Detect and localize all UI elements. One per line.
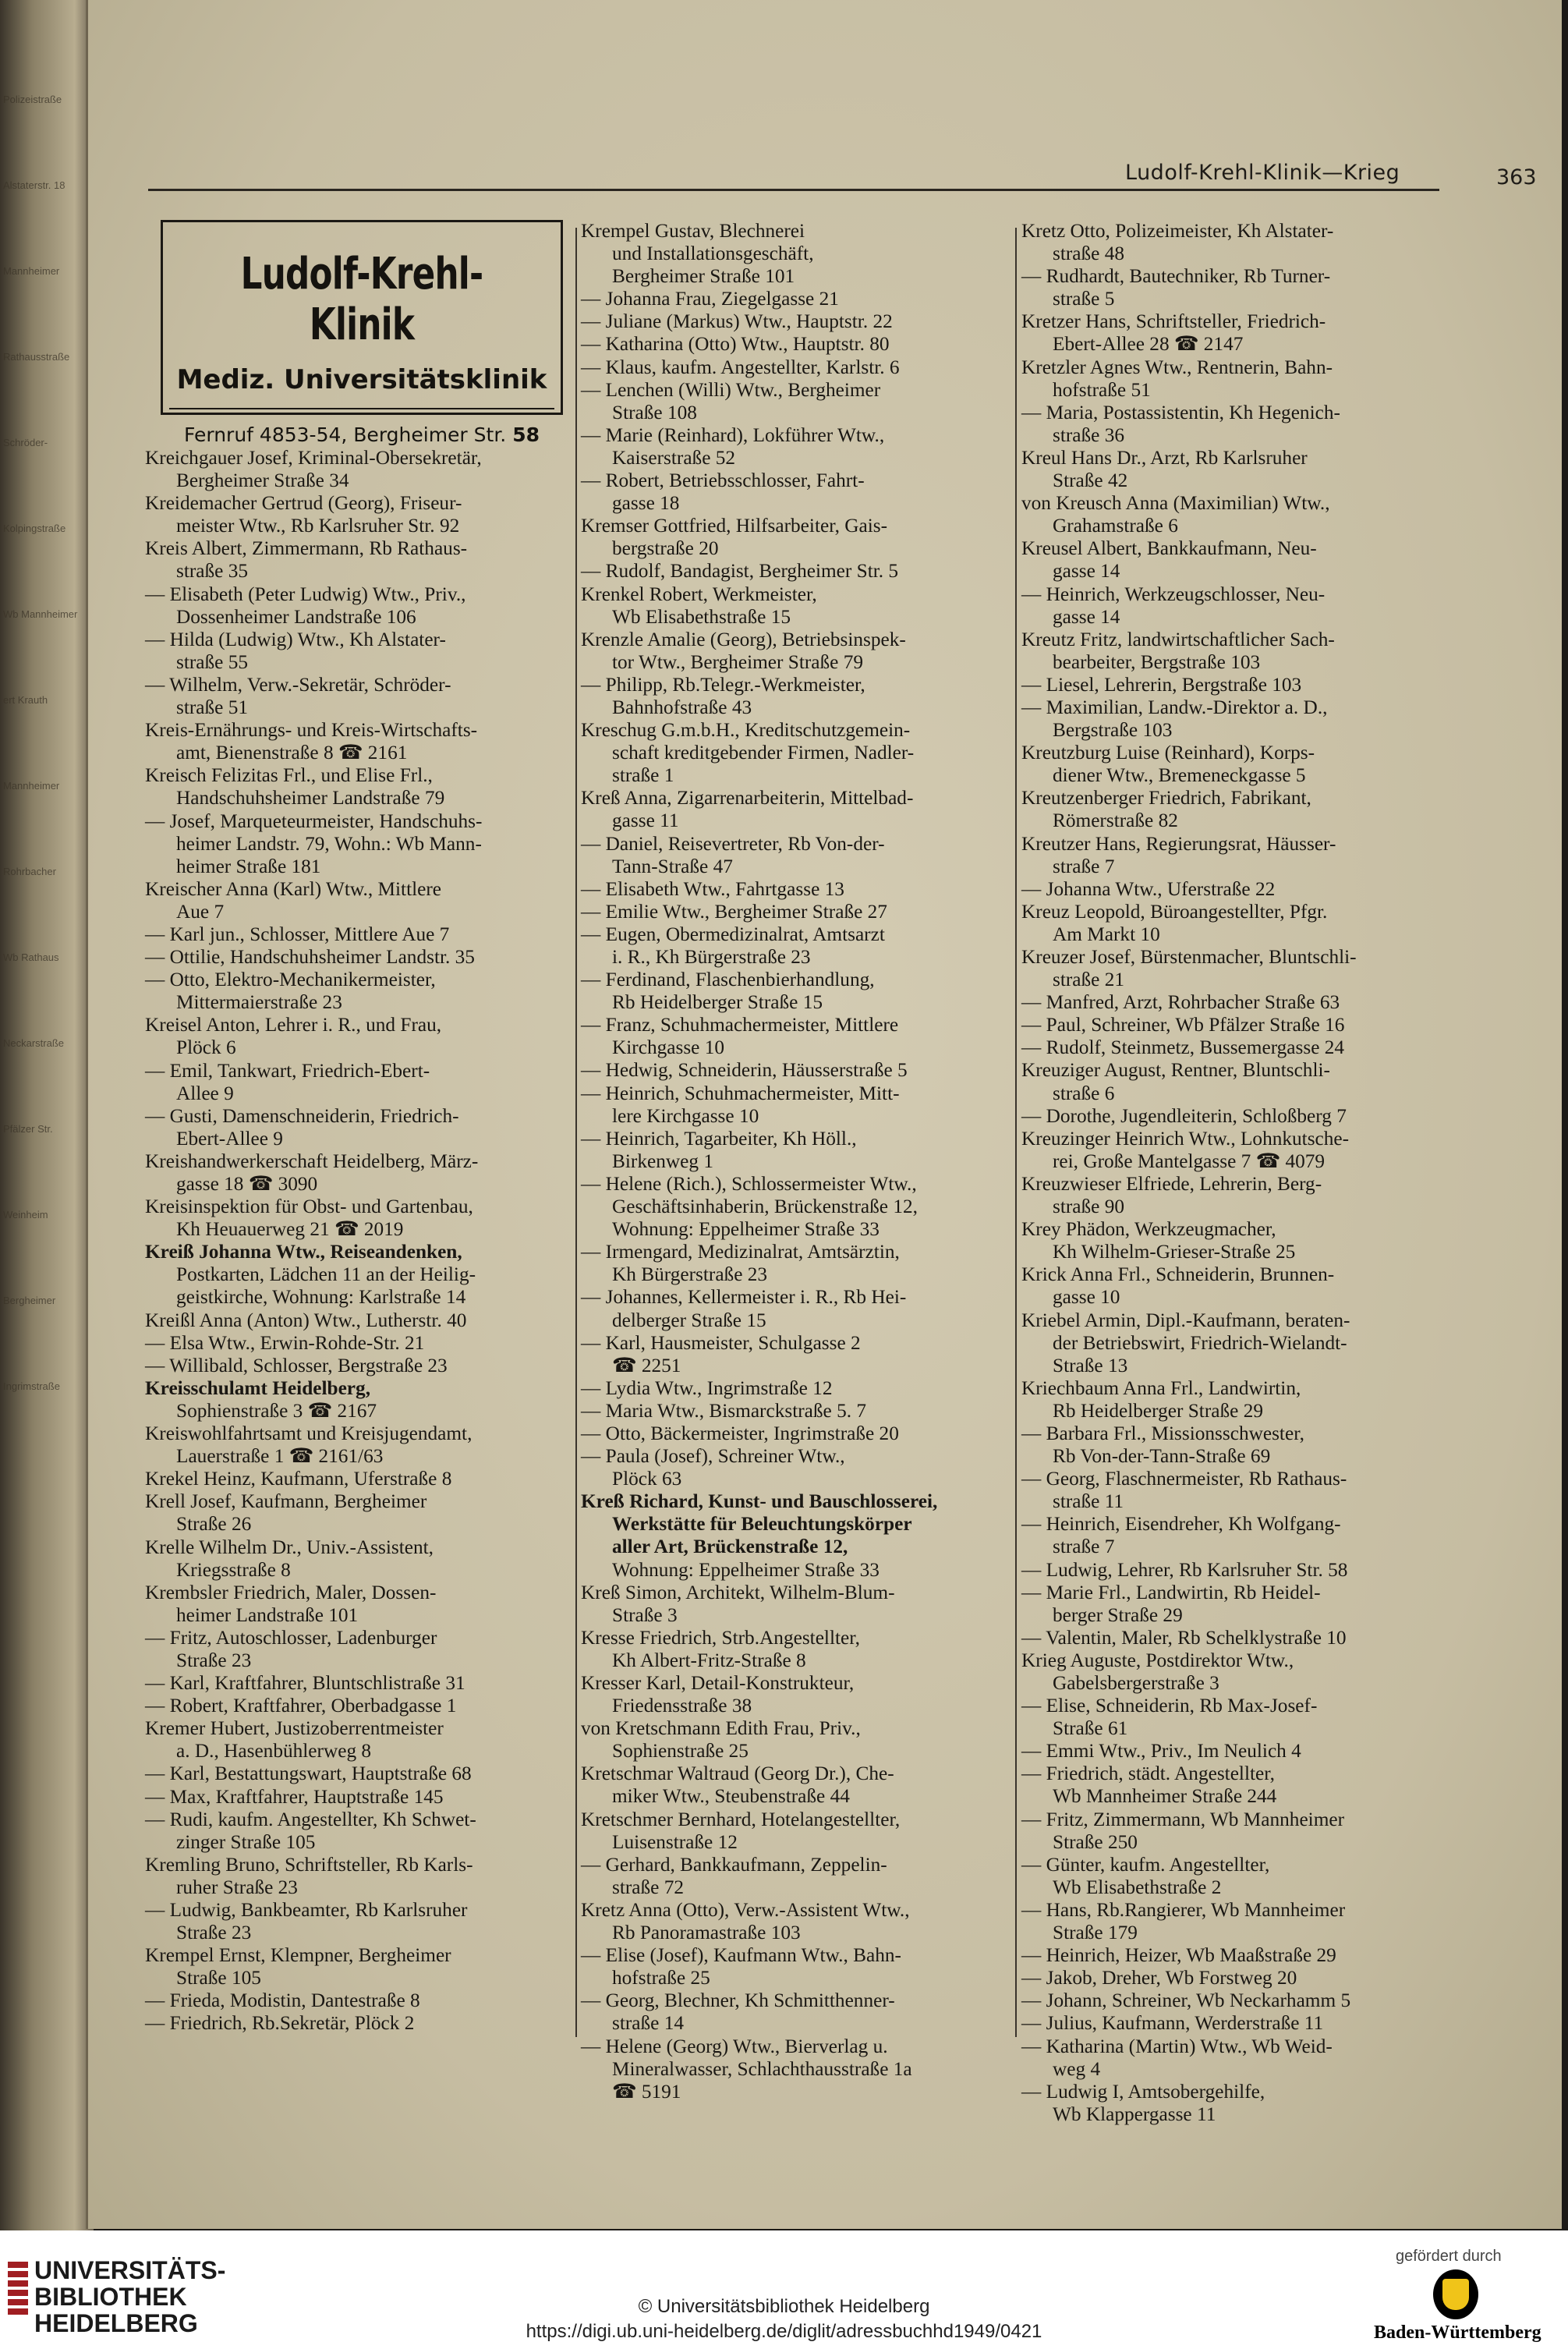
directory-entry-line: — Maria, Postassistentin, Kh Hegenich- — [1021, 401, 1340, 423]
directory-entry-line: Kreutzenberger Friedrich, Fabrikant, — [1021, 787, 1311, 810]
directory-entry-line: — Heinrich, Werkzeugschlosser, Neu- — [1021, 583, 1326, 605]
directory-entry-line: Kretzer Hans, Schriftsteller, Friedrich- — [1021, 310, 1326, 333]
directory-entry-line: — Otto, Elektro-Mechanikermeister, — [145, 969, 436, 991]
directory-entry-line: — Liesel, Lehrerin, Bergstraße 103 — [1021, 673, 1302, 696]
directory-entry-line: Kretz Anna (Otto), Verw.-Assistent Wtw., — [581, 1898, 910, 1921]
directory-entry-line: — Josef, Marqueteurmeister, Handschuhs- — [145, 810, 483, 832]
directory-entry-line: Straße 23 — [176, 1922, 252, 1944]
permalink-url[interactable]: https://digi.ub.uni-heidelberg.de/diglit/adressbuchhd1949/0421 — [526, 2321, 1042, 2342]
directory-entry-line: Kreuzwieser Elfriede, Lehrerin, Berg- — [1021, 1172, 1322, 1195]
directory-entry-line: Wb Mannheimer Straße 244 — [1053, 1785, 1277, 1808]
directory-entry-line: straße 35 — [176, 560, 249, 583]
directory-entry-line: — Emil, Tankwart, Friedrich-Ebert- — [145, 1059, 430, 1082]
directory-entry-line: — Juliane (Markus) Wtw., Hauptstr. 22 — [581, 310, 893, 333]
directory-entry-line: meister Wtw., Rb Karlsruher Str. 92 — [176, 515, 460, 537]
directory-entry-line: Geschäftsinhaberin, Brückenstraße 12, — [612, 1196, 918, 1218]
directory-entry-line: straße 14 — [612, 2012, 685, 2035]
directory-entry-line: Straße 23 — [176, 1649, 252, 1671]
facing-page-fragment: Alstaterstr. 18 — [3, 179, 65, 191]
directory-entry-line: Bergheimer Straße 101 — [612, 265, 795, 288]
directory-entry-line: — Robert, Betriebsschlosser, Fahrt- — [581, 469, 865, 492]
directory-entry-line: Rb Panoramastraße 103 — [612, 1922, 801, 1944]
directory-entry-line: — Rudolf, Bandagist, Bergheimer Str. 5 — [581, 560, 899, 583]
directory-entry-line: Kretz Otto, Polizeimeister, Kh Alstater- — [1021, 220, 1334, 242]
facing-page-fragment: Pfälzer Str. — [3, 1123, 53, 1135]
directory-entry-line: — Wilhelm, Verw.-Sekretär, Schröder- — [145, 673, 451, 696]
directory-entry-line: — Eugen, Obermedizinalrat, Amtsarzt — [581, 923, 885, 945]
directory-entry-line: Kh Albert-Fritz-Straße 8 — [612, 1649, 806, 1671]
ad-contact — [163, 423, 561, 446]
directory-entry-line: Kresse Friedrich, Strb.Angestellter, — [581, 1626, 860, 1649]
directory-entry-line: — Gerhard, Bankkaufmann, Zeppelin- — [581, 1853, 887, 1876]
entry-column-1 — [145, 447, 570, 2035]
facing-page-fragment: Kolpingstraße — [3, 523, 66, 534]
directory-entry-line: — Heinrich, Tagarbeiter, Kh Höll., — [581, 1127, 857, 1150]
directory-entry-line: rei, Große Mantelgasse 7 ☎ 4079 — [1053, 1150, 1326, 1172]
directory-entry-line: Postkarten, Lädchen 11 an der Heilig- — [176, 1263, 476, 1286]
directory-entry-line: Kreul Hans Dr., Arzt, Rb Karlsruher — [1021, 446, 1308, 469]
directory-entry-line: — Elise (Josef), Kaufmann Wtw., Bahn- — [581, 1944, 901, 1967]
directory-entry-line: Kreis Albert, Zimmermann, Rb Rathaus- — [145, 537, 468, 560]
directory-entry-line: — Robert, Kraftfahrer, Oberbadgasse 1 — [145, 1695, 457, 1717]
facing-page-fragment: Bergheimer — [3, 1295, 56, 1306]
directory-entry-line: und Installationsgeschäft, — [612, 243, 814, 265]
directory-entry-line: weg 4 — [1053, 2057, 1101, 2080]
directory-entry-line: — Karl, Hausmeister, Schulgasse 2 — [581, 1331, 861, 1354]
directory-entry-line: amt, Bienenstraße 8 ☎ 2161 — [176, 742, 408, 764]
directory-entry-line: Kremer Hubert, Justizoberrentmeister — [145, 1717, 444, 1740]
directory-entry-line: Krenkel Robert, Werkmeister, — [581, 583, 817, 605]
library-name-line1: UNIVERSITÄTS- — [34, 2256, 226, 2284]
directory-entry-line: Wb Elisabethstraße 2 — [1053, 1876, 1222, 1898]
directory-entry-line: Kreuzinger Heinrich Wtw., Lohnkutsche- — [1021, 1127, 1350, 1150]
directory-entry-line: Krembsler Friedrich, Maler, Dossen- — [145, 1581, 437, 1603]
facing-page-fragment: Polizeistraße — [3, 94, 62, 105]
directory-entry-line: ☎ 5191 — [612, 2080, 681, 2103]
directory-entry-line: Kriechbaum Anna Frl., Landwirtin, — [1021, 1376, 1301, 1399]
facing-page-fragment: Rohrbacher — [3, 866, 56, 877]
directory-entry-line: Kreiß Johanna Wtw., Reiseandenken, — [145, 1241, 462, 1263]
directory-entry-line: Kreutz Fritz, landwirtschaftlicher Sach- — [1021, 628, 1335, 650]
directory-entry-line: Kreisel Anton, Lehrer i. R., und Frau, — [145, 1014, 442, 1036]
directory-entry-line: — Friedrich, Rb.Sekretär, Plöck 2 — [145, 2012, 415, 2035]
directory-entry-line: — Helene (Georg) Wtw., Bierverlag u. — [581, 2035, 888, 2057]
facing-page-fragment: Mannheimer — [3, 780, 60, 792]
directory-entry-line: Krey Phädon, Werkzeugmacher, — [1021, 1218, 1276, 1241]
directory-entry-line: Straße 13 — [1053, 1354, 1128, 1376]
directory-entry-line: Plöck 63 — [612, 1468, 682, 1490]
directory-entry-line: Kremser Gottfried, Hilfsarbeiter, Gais- — [581, 515, 888, 537]
directory-entry-line: Birkenweg 1 — [612, 1150, 713, 1172]
directory-entry-line: — Marie Frl., Landwirtin, Rb Heidel- — [1021, 1581, 1321, 1603]
directory-entry-line: Grahamstraße 6 — [1053, 515, 1178, 537]
directory-entry-line: Straße 26 — [176, 1513, 252, 1536]
directory-entry-line: diener Wtw., Bremeneckgasse 5 — [1053, 764, 1306, 787]
directory-entry-line: — Hilda (Ludwig) Wtw., Kh Alstater- — [145, 628, 446, 650]
directory-entry-line: Kh Bürgerstraße 23 — [612, 1263, 768, 1286]
directory-entry-line: Handschuhsheimer Landstraße 79 — [176, 787, 445, 810]
directory-entry-line: Allee 9 — [176, 1082, 234, 1104]
facing-page-fragment: Wb Mannheimer — [3, 608, 78, 620]
directory-entry-line: a. D., Hasenbühlerweg 8 — [176, 1740, 372, 1763]
ad-subtitle: Mediz. Universitätsklinik — [176, 364, 547, 395]
directory-entry-line: Krelle Wilhelm Dr., Univ.-Assistent, — [145, 1536, 434, 1558]
directory-entry-line: Wohnung: Eppelheimer Straße 33 — [612, 1218, 880, 1241]
directory-entry-line: Ebert-Allee 28 ☎ 2147 — [1053, 333, 1244, 356]
directory-entry-line: miker Wtw., Steubenstraße 44 — [612, 1785, 850, 1808]
directory-entry-line: straße 51 — [176, 696, 249, 719]
directory-entry-line: Rb Heidelberger Straße 29 — [1053, 1399, 1263, 1422]
directory-entry-line: — Ferdinand, Flaschenbierhandlung, — [581, 969, 875, 991]
directory-entry-line: — Emilie Wtw., Bergheimer Straße 27 — [581, 900, 887, 923]
directory-entry-line: Wb Klappergasse 11 — [1053, 2103, 1216, 2125]
directory-entry-line: Kh Wilhelm-Grieser-Straße 25 — [1053, 1241, 1296, 1263]
directory-entry-line: — Ludwig I, Amtsobergehilfe, — [1021, 2080, 1265, 2103]
directory-entry-line: lere Kirchgasse 10 — [612, 1104, 759, 1127]
directory-entry-line: straße 90 — [1053, 1196, 1125, 1218]
directory-entry-line: — Jakob, Dreher, Wb Forstweg 20 — [1021, 1967, 1297, 1989]
directory-entry-line: straße 5 — [1053, 288, 1115, 310]
directory-entry-line: Sophienstraße 3 ☎ 2167 — [176, 1399, 377, 1422]
directory-entry-line: — Hedwig, Schneiderin, Häusserstraße 5 — [581, 1059, 908, 1082]
directory-entry-line: Lauerstraße 1 ☎ 2161/63 — [176, 1445, 384, 1468]
directory-entry-line: Bergheimer Straße 34 — [176, 469, 349, 492]
directory-entry-line: Kreß Anna, Zigarrenarbeiterin, Mittelbad- — [581, 787, 914, 810]
directory-entry-line: Straße 250 — [1053, 1830, 1138, 1853]
facing-page-fragment: Neckarstraße — [3, 1037, 65, 1049]
directory-entry-line: Plöck 6 — [176, 1036, 236, 1059]
directory-entry-line: Werkstätte für Beleuchtungskörper — [612, 1513, 912, 1536]
directory-entry-line: Kreutzer Hans, Regierungsrat, Häusser- — [1021, 832, 1336, 855]
directory-entry-line: — Heinrich, Heizer, Wb Maaßstraße 29 — [1021, 1944, 1336, 1967]
directory-entry-line: i. R., Kh Bürgerstraße 23 — [612, 946, 811, 968]
directory-entry-line: Aue 7 — [176, 900, 225, 923]
directory-entry-line: Friedensstraße 38 — [612, 1695, 752, 1717]
directory-entry-line: — Katharina (Martin) Wtw., Wb Weid- — [1021, 2035, 1333, 2057]
facing-page-fragment: Mannheimer — [3, 265, 60, 277]
directory-entry-line: Kreß Richard, Kunst- und Bauschlosserei, — [581, 1490, 938, 1513]
directory-entry-line: — Otto, Bäckermeister, Ingrimstraße 20 — [581, 1422, 899, 1444]
directory-entry-line: — Karl, Kraftfahrer, Bluntschlistraße 31 — [145, 1672, 465, 1695]
directory-entry-line: Straße 179 — [1053, 1922, 1138, 1944]
library-name-line3: HEIDELBERG — [34, 2309, 198, 2337]
directory-entry-line: gasse 14 — [1053, 560, 1120, 583]
directory-entry-line: — Rudolf, Steinmetz, Bussemergasse 24 — [1021, 1036, 1345, 1059]
directory-entry-line: Krempel Gustav, Blechnerei — [581, 220, 805, 242]
directory-entry-line: heimer Straße 181 — [176, 855, 321, 877]
column-rule-1 — [575, 228, 577, 2037]
directory-entry-line: Gabelsbergerstraße 3 — [1053, 1672, 1219, 1694]
directory-entry-line: — Günter, kaufm. Angestellter, — [1021, 1853, 1270, 1876]
directory-entry-line: — Georg, Flaschnermeister, Rb Rathaus- — [1021, 1468, 1347, 1490]
directory-entry-line: von Kretschmann Edith Frau, Priv., — [581, 1717, 861, 1740]
directory-entry-line: Krieg Auguste, Postdirektor Wtw., — [1021, 1649, 1294, 1671]
directory-entry-line: — Maria Wtw., Bismarckstraße 5. 7 — [581, 1399, 867, 1422]
directory-entry-line: Kreutzburg Luise (Reinhard), Korps- — [1021, 742, 1315, 764]
directory-entry-line: — Johanna Wtw., Uferstraße 22 — [1021, 877, 1276, 900]
directory-entry-line: Römerstraße 82 — [1053, 810, 1178, 832]
directory-entry-line: — Klaus, kaufm. Angestellter, Karlstr. 6 — [581, 356, 900, 378]
directory-entry-line: — Paula (Josef), Schreiner Wtw., — [581, 1445, 845, 1468]
directory-entry-line: Kreisch Felizitas Frl., und Elise Frl., — [145, 764, 433, 787]
directory-entry-line: — Heinrich, Schuhmachermeister, Mitt- — [581, 1082, 900, 1104]
directory-entry-line: straße 21 — [1053, 969, 1125, 991]
directory-entry-line: — Paul, Schreiner, Wb Pfälzer Straße 16 — [1021, 1014, 1345, 1036]
directory-entry-line: Kreidemacher Gertrud (Georg), Friseur- — [145, 492, 462, 515]
directory-entry-line: Am Markt 10 — [1053, 923, 1160, 945]
directory-entry-line: Bahnhofstraße 43 — [612, 696, 752, 718]
directory-entry-line: ruher Straße 23 — [176, 1876, 298, 1898]
directory-entry-line: — Franz, Schuhmachermeister, Mittlere — [581, 1014, 899, 1036]
directory-entry-line: straße 7 — [1053, 1536, 1115, 1558]
directory-entry-line: Krell Josef, Kaufmann, Bergheimer — [145, 1490, 427, 1513]
directory-entry-line: — Lenchen (Willi) Wtw., Bergheimer — [581, 378, 881, 401]
directory-entry-line: Kreiswohlfahrtsamt und Kreisjugendamt, — [145, 1423, 473, 1445]
directory-entry-line: Kreusel Albert, Bankkaufmann, Neu- — [1021, 537, 1317, 560]
directory-entry-line: Kriebel Armin, Dipl.-Kaufmann, beraten- — [1021, 1309, 1350, 1331]
directory-entry-line: Kirchgasse 10 — [612, 1036, 725, 1059]
column-rule-2 — [1015, 228, 1017, 2037]
directory-entry-line: — Johannes, Kellermeister i. R., Rb Hei- — [581, 1286, 907, 1309]
directory-entry-line: Kaiserstraße 52 — [612, 446, 736, 469]
directory-entry-line: ☎ 2251 — [612, 1354, 681, 1376]
directory-entry-line: Krick Anna Frl., Schneiderin, Brunnen- — [1021, 1263, 1335, 1286]
directory-entry-line: Kreuz Leopold, Büroangestellter, Pfgr. — [1021, 900, 1328, 923]
directory-entry-line: gasse 10 — [1053, 1286, 1120, 1309]
directory-entry-line: — Maximilian, Landw.-Direktor a. D., — [1021, 696, 1328, 718]
directory-entry-line: Bergstraße 103 — [1053, 719, 1173, 742]
ad-title: Ludolf-Krehl-Klinik — [240, 249, 483, 350]
directory-entry-line: Straße 61 — [1053, 1717, 1128, 1740]
directory-entry-line: schaft kreditgebender Firmen, Nadler- — [612, 742, 915, 764]
facing-page-fragment: Ingrimstraße — [3, 1380, 60, 1392]
directory-entry-line: heimer Landstr. 79, Wohn.: Wb Mann- — [176, 832, 482, 855]
directory-entry-line: — Philipp, Rb.Telegr.-Werkmeister, — [581, 673, 865, 696]
directory-entry-line: Kreischer Anna (Karl) Wtw., Mittlere — [145, 877, 442, 900]
directory-entry-line: Kremling Bruno, Schriftsteller, Rb Karls- — [145, 1853, 473, 1876]
directory-entry-line: straße 36 — [1053, 423, 1125, 446]
directory-entry-line: — Elisabeth (Peter Ludwig) Wtw., Priv., — [145, 583, 466, 605]
directory-entry-line: Kreichgauer Josef, Kriminal-Obersekretär, — [145, 447, 482, 469]
facing-page-fragment: Wb Rathaus — [3, 951, 59, 963]
directory-entry-line: — Helene (Rich.), Schlossermeister Wtw., — [581, 1172, 917, 1195]
baden-wuerttemberg-emblem-icon — [1433, 2269, 1478, 2319]
running-header: Ludolf-Krehl-Klinik—Krieg — [1125, 161, 1400, 185]
directory-entry-line: geistkirche, Wohnung: Karlstraße 14 — [176, 1286, 466, 1309]
directory-entry-line: — Dorothe, Jugendleiterin, Schloßberg 7 — [1021, 1104, 1347, 1127]
directory-entry-line: Straße 105 — [176, 1967, 261, 1989]
directory-entry-line: — Valentin, Maler, Rb Schelklystraße 10 — [1021, 1626, 1347, 1649]
copyright-notice: © Universitätsbibliothek Heidelberg — [638, 2296, 930, 2317]
directory-entry-line: heimer Landstraße 101 — [176, 1603, 359, 1626]
directory-entry-line: — Fritz, Zimmermann, Wb Mannheimer — [1021, 1808, 1345, 1830]
page-number: 363 — [1496, 165, 1537, 190]
directory-entry-line: Kresser Karl, Detail-Konstrukteur, — [581, 1672, 855, 1694]
directory-entry-line: — Ottilie, Handschuhsheimer Landstr. 35 — [145, 946, 475, 969]
directory-entry-line: Krempel Ernst, Klempner, Bergheimer — [145, 1944, 451, 1967]
directory-entry-line: — Ludwig, Lehrer, Rb Karlsruher Str. 58 — [1021, 1558, 1348, 1581]
directory-entry-line: — Johanna Frau, Ziegelgasse 21 — [581, 288, 839, 310]
directory-entry-line: Straße 42 — [1053, 469, 1128, 492]
directory-entry-line: Kreis-Ernährungs- und Kreis-Wirtschafts- — [145, 719, 478, 742]
advertisement-box — [161, 220, 563, 446]
directory-entry-line: hofstraße 51 — [1053, 378, 1151, 401]
directory-entry-line: von Kreusch Anna (Maximilian) Wtw., — [1021, 492, 1330, 515]
directory-entry-line: — Katharina (Otto) Wtw., Hauptstr. 80 — [581, 333, 890, 356]
directory-entry-line: — Julius, Kaufmann, Werderstraße 11 — [1021, 2012, 1324, 2035]
directory-entry-line: Kretschmer Bernhard, Hotelangestellter, — [581, 1808, 901, 1830]
directory-entry-line: Kreisschulamt Heidelberg, — [145, 1376, 371, 1399]
directory-entry-line: Krenzle Amalie (Georg), Betriebsinspek- — [581, 628, 906, 650]
funded-by-label: gefördert durch — [1396, 2248, 1502, 2265]
directory-entry-line: — Fritz, Autoschlosser, Ladenburger — [145, 1626, 437, 1649]
directory-entry-line: — Elisabeth Wtw., Fahrtgasse 13 — [581, 877, 844, 900]
directory-entry-line: straße 1 — [612, 764, 674, 787]
directory-entry-line: Kretzler Agnes Wtw., Rentnerin, Bahn- — [1021, 356, 1333, 378]
facing-page-fragment: Rathausstraße — [3, 351, 70, 363]
directory-entry-line: Mittermaierstraße 23 — [176, 991, 342, 1014]
directory-entry-line: Rb Von-der-Tann-Straße 69 — [1053, 1445, 1271, 1468]
directory-entry-line: Luisenstraße 12 — [612, 1830, 738, 1853]
directory-entry-line: Kreisinspektion für Obst- und Gartenbau, — [145, 1196, 473, 1218]
directory-entry-line: Rb Heidelberger Straße 15 — [612, 991, 823, 1014]
directory-entry-line: Mineralwasser, Schlachthausstraße 1a — [612, 2057, 912, 2080]
directory-entry-line: straße 7 — [1053, 855, 1115, 877]
directory-entry-line: — Marie (Reinhard), Lokführer Wtw., — [581, 423, 885, 446]
directory-entry-line: Kretschmar Waltraud (Georg Dr.), Che- — [581, 1763, 894, 1785]
directory-entry-line: gasse 18 ☎ 3090 — [176, 1173, 318, 1195]
directory-entry-line: — Karl, Bestattungswart, Hauptstraße 68 — [145, 1763, 472, 1785]
directory-entry-line: — Max, Kraftfahrer, Hauptstraße 145 — [145, 1785, 444, 1808]
previous-page-edge — [0, 0, 94, 2230]
facing-page-fragment: Schröder- — [3, 437, 48, 448]
directory-entry-line: Wohnung: Eppelheimer Straße 33 — [612, 1558, 880, 1581]
ad-contact-text: Fernruf 4853-54, Bergheimer Str. — [183, 423, 513, 446]
directory-entry-line: gasse 11 — [612, 810, 679, 832]
header-rule — [148, 189, 1439, 191]
directory-entry-line: delberger Straße 15 — [612, 1309, 766, 1331]
directory-entry-line: Sophienstraße 25 — [612, 1740, 749, 1763]
directory-entry-line: gasse 14 — [1053, 605, 1120, 628]
directory-entry-line: — Elsa Wtw., Erwin-Rohde-Str. 21 — [145, 1331, 425, 1354]
facing-page-fragment: Weinheim — [3, 1209, 48, 1221]
facing-page-fragment: ert Krauth — [3, 694, 48, 706]
directory-entry-line: Straße 108 — [612, 401, 697, 423]
directory-entry-line: straße 6 — [1053, 1082, 1115, 1104]
directory-entry-line: Kreishandwerkerschaft Heidelberg, März- — [145, 1150, 479, 1172]
directory-entry-line: hofstraße 25 — [612, 1967, 710, 1989]
directory-entry-line: — Ludwig, Bankbeamter, Rb Karlsruher — [145, 1899, 468, 1921]
directory-entry-line: Kriegsstraße 8 — [176, 1558, 291, 1581]
directory-entry-line: — Friedrich, städt. Angestellter, — [1021, 1763, 1275, 1785]
directory-entry-line: — Frieda, Modistin, Dantestraße 8 — [145, 1989, 420, 2012]
directory-entry-line: Kreuziger August, Rentner, Bluntschli- — [1021, 1059, 1330, 1082]
directory-entry-line: straße 72 — [612, 1876, 685, 1898]
viewer-footer — [0, 2230, 1568, 2349]
directory-entry-line: tor Wtw., Bergheimer Straße 79 — [612, 650, 863, 673]
entry-column-2 — [581, 220, 1014, 2103]
directory-entry-line: Straße 3 — [612, 1603, 678, 1626]
directory-entry-line: berger Straße 29 — [1053, 1603, 1183, 1626]
directory-entry-line: — Rudhardt, Bautechniker, Rb Turner- — [1021, 265, 1331, 288]
directory-entry-line: Kreschug G.m.b.H., Kreditschutzgemein- — [581, 719, 911, 742]
ad-divider — [169, 408, 554, 409]
directory-entry-line: Krekel Heinz, Kaufmann, Uferstraße 8 — [145, 1468, 452, 1490]
directory-entry-line: — Rudi, kaufm. Angestellter, Kh Schwet- — [145, 1808, 476, 1830]
directory-entry-line: zinger Straße 105 — [176, 1830, 316, 1853]
directory-entry-line: Kh Heuauerweg 21 ☎ 2019 — [176, 1218, 404, 1241]
directory-entry-line: gasse 18 — [612, 492, 680, 515]
directory-entry-line: — Karl jun., Schlosser, Mittlere Aue 7 — [145, 923, 450, 945]
directory-entry-line: — Barbara Frl., Missionsschwester, — [1021, 1422, 1304, 1444]
ad-contact-number: 58 — [512, 423, 540, 446]
directory-entry-line: — Hans, Rb.Rangierer, Wb Mannheimer — [1021, 1898, 1346, 1921]
directory-entry-line: Kreuzer Josef, Bürstenmacher, Bluntschli- — [1021, 946, 1357, 968]
directory-entry-line: — Willibald, Schlosser, Bergstraße 23 — [145, 1354, 448, 1376]
directory-entry-line: — Heinrich, Eisendreher, Kh Wolfgang- — [1021, 1513, 1341, 1536]
directory-entry-line: Tann-Straße 47 — [612, 855, 733, 877]
directory-entry-line: bergstraße 20 — [612, 537, 719, 560]
directory-entry-line: Kreißl Anna (Anton) Wtw., Lutherstr. 40 — [145, 1309, 467, 1331]
state-name: Baden-Württemberg — [1374, 2322, 1541, 2343]
directory-entry-line: — Gusti, Damenschneiderin, Friedrich- — [145, 1104, 459, 1127]
directory-entry-line: — Manfred, Arzt, Rohrbacher Straße 63 — [1021, 991, 1340, 1014]
directory-entry-line: — Georg, Blechner, Kh Schmitthenner- — [581, 1989, 895, 2012]
directory-entry-line: — Daniel, Reisevertreter, Rb Von-der- — [581, 832, 885, 855]
directory-entry-line: Ebert-Allee 9 — [176, 1127, 283, 1150]
directory-entry-line: aller Art, Brückenstraße 12, — [612, 1536, 848, 1558]
directory-entry-line: der Betriebswirt, Friedrich-Wielandt- — [1053, 1331, 1347, 1354]
directory-entry-line: straße 48 — [1053, 243, 1125, 265]
entry-column-3 — [1021, 220, 1449, 2126]
directory-entry-line: Dossenheimer Landstraße 106 — [176, 605, 416, 628]
directory-entry-line: — Lydia Wtw., Ingrimstraße 12 — [581, 1376, 833, 1399]
directory-entry-line: straße 11 — [1053, 1490, 1124, 1513]
directory-entry-line: — Elise, Schneiderin, Rb Max-Josef- — [1021, 1695, 1318, 1717]
directory-entry-line: — Johann, Schreiner, Wb Neckarhamm 5 — [1021, 1989, 1351, 2012]
directory-entry-line: — Irmengard, Medizinalrat, Amtsärztin, — [581, 1241, 900, 1263]
directory-entry-line: Kreß Simon, Architekt, Wilhelm-Blum- — [581, 1581, 895, 1603]
directory-entry-line: — Emmi Wtw., Priv., Im Neulich 4 — [1021, 1740, 1301, 1763]
directory-entry-line: bearbeiter, Bergstraße 103 — [1053, 650, 1261, 673]
directory-entry-line: Wb Elisabethstraße 15 — [612, 605, 791, 628]
directory-entry-line: straße 55 — [176, 650, 249, 673]
library-name-line2: BIBLIOTHEK — [34, 2283, 187, 2311]
